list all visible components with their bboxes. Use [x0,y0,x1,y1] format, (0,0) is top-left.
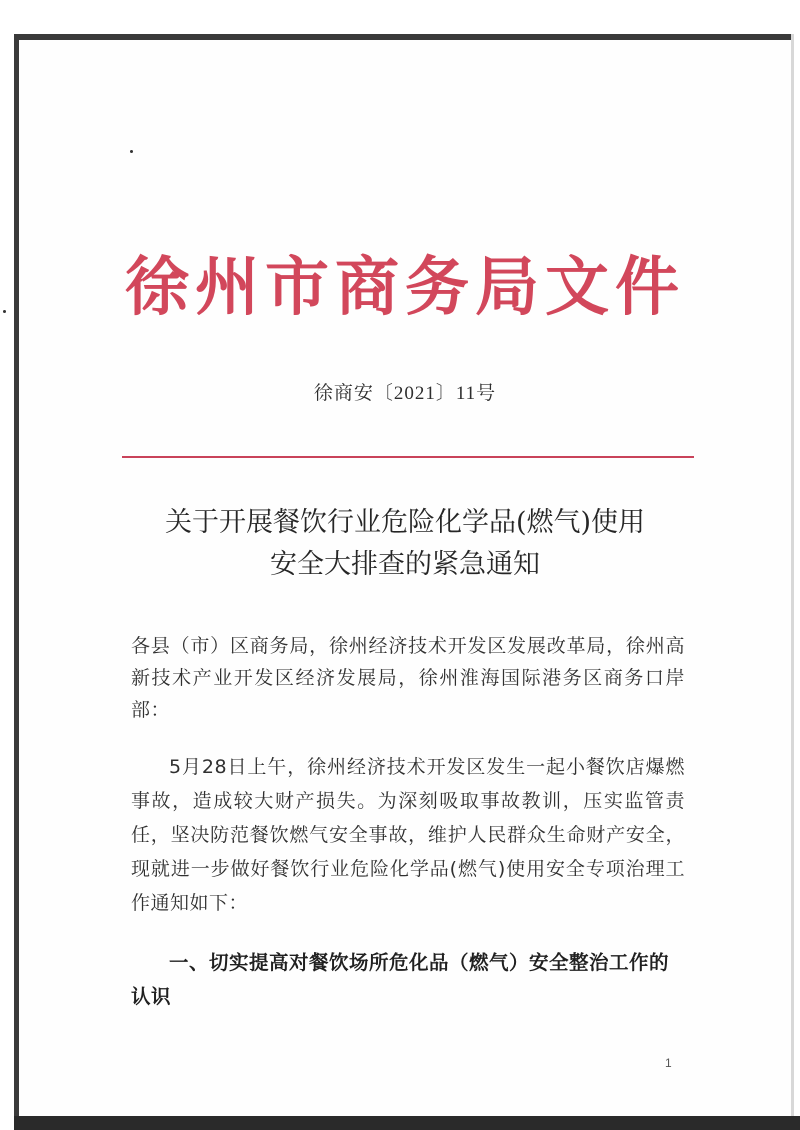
document-title-line-2: 安全大排查的紧急通知 [270,549,540,580]
scan-border-bottom [14,1116,800,1130]
document-number: 徐商安〔2021〕11号 [313,383,497,404]
red-divider-line [122,456,694,458]
document-page [19,40,791,1116]
issuer-title: 徐州市商务局文件 [125,250,685,325]
section-heading-1: 一、切实提高对餐饮场所危化品（燃气）安全整治工作的认识 [131,951,670,1008]
scan-border-right [791,34,794,1116]
scan-speck [130,150,133,153]
document-title [19,502,791,586]
body-paragraph: 5月28日上午，徐州经济技术开发区发生一起小餐饮店爆燃事故，造成较大财产损失。为深刻吸取事故教训，压实监管责任，坚决防范餐饮燃气安全事故，维护人民群众生命财产安全，现就进一步做好餐饮行业危险化学品(燃气)使用安全专项治理工作通知如下： [131,756,685,914]
page-number: 1 [665,1056,672,1070]
scan-speck [3,310,6,313]
salutation: 各县（市）区商务局，徐州经济技术开发区发展改革局，徐州高新技术产业开发区经济发展局，徐州淮海国际港务区商务口岸部： [131,635,685,721]
document-title-line-1: 关于开展餐饮行业危险化学品(燃气)使用 [164,507,646,538]
